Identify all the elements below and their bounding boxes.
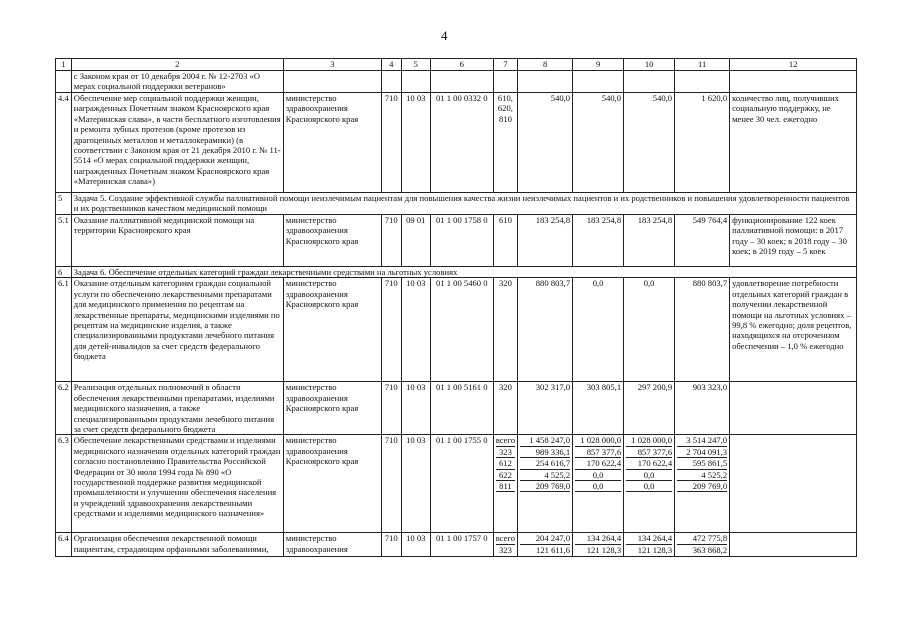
row-year1: 302 317,0: [518, 382, 573, 435]
row-year3: 540,0: [624, 93, 675, 193]
program-table: [55, 58, 857, 557]
sub-year1: 209 769,0: [520, 481, 570, 492]
sub-vr: всего: [495, 435, 516, 446]
row-year1-list: [518, 533, 573, 557]
sub-total: 363 868,2: [692, 544, 728, 555]
sub-year2: 0,0: [575, 481, 621, 492]
row-name: с Законом края от 10 декабря 2004 г. № 12-2703 «О мерах социальной поддержки ветеранов»: [71, 71, 283, 93]
row-grbs: 710: [381, 278, 401, 382]
row-org: министерство здравоохранения: [283, 533, 381, 557]
row-org: министерство здравоохранения Красноярского края: [283, 93, 381, 193]
sub-year3: 121 128,3: [637, 544, 673, 555]
row-number: 6: [56, 267, 72, 278]
header-cell: 3: [283, 59, 381, 71]
row-total: 880 803,7: [675, 278, 730, 382]
row-year3-list: [624, 435, 675, 533]
sub-vr: 323: [498, 544, 512, 555]
row-vr: 610: [493, 215, 517, 267]
row-year2: 540,0: [573, 93, 624, 193]
row-csr: 01 1 00 0332 0: [430, 93, 493, 193]
row-number: 5.1: [56, 215, 72, 267]
sub-year1: 1 458 247,0: [520, 435, 570, 446]
sub-year2: 134 264,4: [575, 533, 621, 544]
row-result: [730, 533, 857, 557]
row-result: [730, 435, 857, 533]
row-year2-list: [573, 533, 624, 557]
sub-year3: 1 028 000,0: [626, 435, 672, 446]
header-cell: 4: [381, 59, 401, 71]
row-year3: 0,0: [624, 278, 675, 382]
sub-year2: 1 028 000,0: [575, 435, 621, 446]
sub-total: 472 775,8: [677, 533, 727, 544]
sub-year3: 0,0: [626, 470, 672, 481]
row-name: Оказание паллиативной медицинской помощи на территории Красноярского края: [71, 215, 283, 267]
row-name: Оказание отдельным категориям граждан социальной услуги по обеспечению лекарственными препаратами для медицинского применения по рецептам на лекарственные препараты, медицинскими изделиями по рецептам на медицинские изделия, а также специализированными продуктами лечебного питания для детей-инвалидов за счет средств федерального бюджета: [71, 278, 283, 382]
row-name: Обеспечение лекарственными средствами и изделиями медицинского назначения отдельных категорий граждан согласно постановлению Правительства Российской Федерации от 30 июля 1994 года № 890 «О государственной поддержке развития медицинской промышленности и улучшении обеспечения населения и учреждений здравоохранения лекарственными средствами и изделиями медицинского назначения»: [71, 435, 283, 533]
sub-vr: всего: [495, 533, 516, 544]
row-rzpr: 10 03: [401, 278, 430, 382]
header-cell: 1: [56, 59, 72, 71]
table-row: [56, 93, 857, 193]
sub-year1: 204 247,0: [520, 533, 570, 544]
row-csr: 01 1 00 1757 0: [430, 533, 493, 557]
row-rzpr: 10 03: [401, 435, 430, 533]
sub-year3: 0,0: [626, 481, 672, 492]
row-org: министерство здравоохранения Красноярского края: [283, 278, 381, 382]
sub-vr: 323: [496, 447, 515, 458]
row-grbs: 710: [381, 382, 401, 435]
row-rzpr: 10 03: [401, 93, 430, 193]
row-total-list: [675, 533, 730, 557]
row-number: 6.2: [56, 382, 72, 435]
row-number: 4.4: [56, 93, 72, 193]
row-rzpr: 10 03: [401, 533, 430, 557]
sub-year1: 254 616,7: [520, 458, 570, 469]
header-cell: 2: [71, 59, 283, 71]
row-csr: 01 1 00 1755 0: [430, 435, 493, 533]
row-org: министерство здравоохранения Красноярского края: [283, 215, 381, 267]
row-year1: 540,0: [518, 93, 573, 193]
row-result: функционирование 122 коек паллиативной помощи: в 2017 году – 30 коек; в 2018 году – 30 коек; в 2019 году – 5 коек: [730, 215, 857, 267]
sub-total: 209 769,0: [677, 481, 727, 492]
task-title: Задача 5. Создание эффективной службы паллиативной помощи неизлечимым пациентам для повышения качества жизни неизлечимых пациентов и их родственников и повышения удовлетворенности пациентов и их родственников качеством медицинской помощи: [71, 193, 856, 215]
row-year2: 183 254,8: [573, 215, 624, 267]
header-cell: 10: [624, 59, 675, 71]
row-grbs: 710: [381, 533, 401, 557]
row-total-list: [675, 435, 730, 533]
header-row: [56, 59, 857, 71]
sub-total: 4 525,2: [677, 470, 727, 481]
table-row: [56, 71, 857, 93]
row-vr: 320: [493, 278, 517, 382]
row-year2: 0,0: [573, 278, 624, 382]
sub-year1: 121 611,6: [536, 544, 571, 555]
table-row: [56, 382, 857, 435]
row-org: министерство здравоохранения Красноярского края: [283, 435, 381, 533]
sub-year3: 170 622,4: [626, 458, 672, 469]
row-year3: 297 200,9: [624, 382, 675, 435]
sub-year3: 134 264,4: [626, 533, 672, 544]
row-csr: 01 1 00 1758 0: [430, 215, 493, 267]
row-number: 5: [56, 193, 72, 215]
row-vr: 320: [493, 382, 517, 435]
row-number: 6.3: [56, 435, 72, 533]
table-row: [56, 435, 857, 533]
sub-year2: 857 377,6: [575, 447, 621, 458]
row-csr: 01 1 00 5161 0: [430, 382, 493, 435]
task-row: [56, 193, 857, 215]
sub-year2: 121 128,3: [586, 544, 622, 555]
table-row: [56, 278, 857, 382]
row-org: министерство здравоохранения Красноярского края: [283, 382, 381, 435]
table-row: [56, 533, 857, 557]
header-cell: 5: [401, 59, 430, 71]
row-total: 1 620,0: [675, 93, 730, 193]
header-cell: 6: [430, 59, 493, 71]
row-number: 6.4: [56, 533, 72, 557]
row-vr: 610, 620, 810: [493, 93, 517, 193]
sub-total: 2 704 091,3: [677, 447, 727, 458]
row-result: количество лиц, получивших социальную поддержку, не менее 30 чел. ежегодно: [730, 93, 857, 193]
sub-year1: 989 336,1: [520, 447, 570, 458]
row-total: 549 764,4: [675, 215, 730, 267]
row-rzpr: 10 03: [401, 382, 430, 435]
row-name: Обеспечение мер социальной поддержки женщин, награжденных Почетным знаком Красноярского края «Материнская слава», в части бесплатного изготовления и ремонта зубных протезов (кроме протезов из драгоценных металлов и металлокерамики) (в соответствии с Законом края от 21 декабря 2010 г. № 11-5514 «О мерах социальной поддержки женщин, награжденных Почетным знаком Красноярского края «Материнская слава»): [71, 93, 283, 193]
header-cell: 8: [518, 59, 573, 71]
sub-vr: 622: [496, 470, 515, 481]
sub-year2: 0,0: [575, 470, 621, 481]
sub-vr: 811: [496, 481, 515, 492]
sub-year1: 4 525,2: [520, 470, 570, 481]
row-csr: 01 1 00 5460 0: [430, 278, 493, 382]
row-year1-list: [518, 435, 573, 533]
header-cell: 7: [493, 59, 517, 71]
task-row: [56, 267, 857, 278]
sub-total: 3 514 247,0: [677, 435, 727, 446]
row-year2: 303 805,1: [573, 382, 624, 435]
row-name: Реализация отдельных полномочий в области обеспечения лекарственными препаратами, изделиями медицинского назначения, а также специализированными продуктами лечебного питания за счет средств федерального бюджета: [71, 382, 283, 435]
row-result: [730, 382, 857, 435]
row-year1: 880 803,7: [518, 278, 573, 382]
row-year2-list: [573, 435, 624, 533]
row-year3-list: [624, 533, 675, 557]
task-title: Задача 6. Обеспечение отдельных категорий граждан лекарственными средствами на льготных условиях: [71, 267, 856, 278]
header-cell: 11: [675, 59, 730, 71]
row-vr-list: [493, 435, 517, 533]
sub-year3: 857 377,6: [626, 447, 672, 458]
row-rzpr: 09 01: [401, 215, 430, 267]
sub-vr: 612: [496, 458, 515, 469]
header-cell: 12: [730, 59, 857, 71]
row-name: Организация обеспечения лекарственной помощи пациентам, страдающим орфанными заболеваниями,: [71, 533, 283, 557]
table-row: [56, 215, 857, 267]
row-vr-list: [493, 533, 517, 557]
row-grbs: 710: [381, 215, 401, 267]
sub-year2: 170 622,4: [575, 458, 621, 469]
row-number: 6.1: [56, 278, 72, 382]
page-number: 4: [441, 28, 448, 43]
row-grbs: 710: [381, 435, 401, 533]
row-result: удовлетворение потребности отдельных категорий граждан в получении лекарственной помощи на льготных условиях – 99,8 % ежегодно; доля рецептов, находящихся на отсроченном обеспечении – 1,0 % ежегодно: [730, 278, 857, 382]
sub-total: 595 861,5: [677, 458, 727, 469]
row-total: 903 323,0: [675, 382, 730, 435]
row-grbs: 710: [381, 93, 401, 193]
row-year1: 183 254,8: [518, 215, 573, 267]
header-cell: 9: [573, 59, 624, 71]
row-year3: 183 254,8: [624, 215, 675, 267]
